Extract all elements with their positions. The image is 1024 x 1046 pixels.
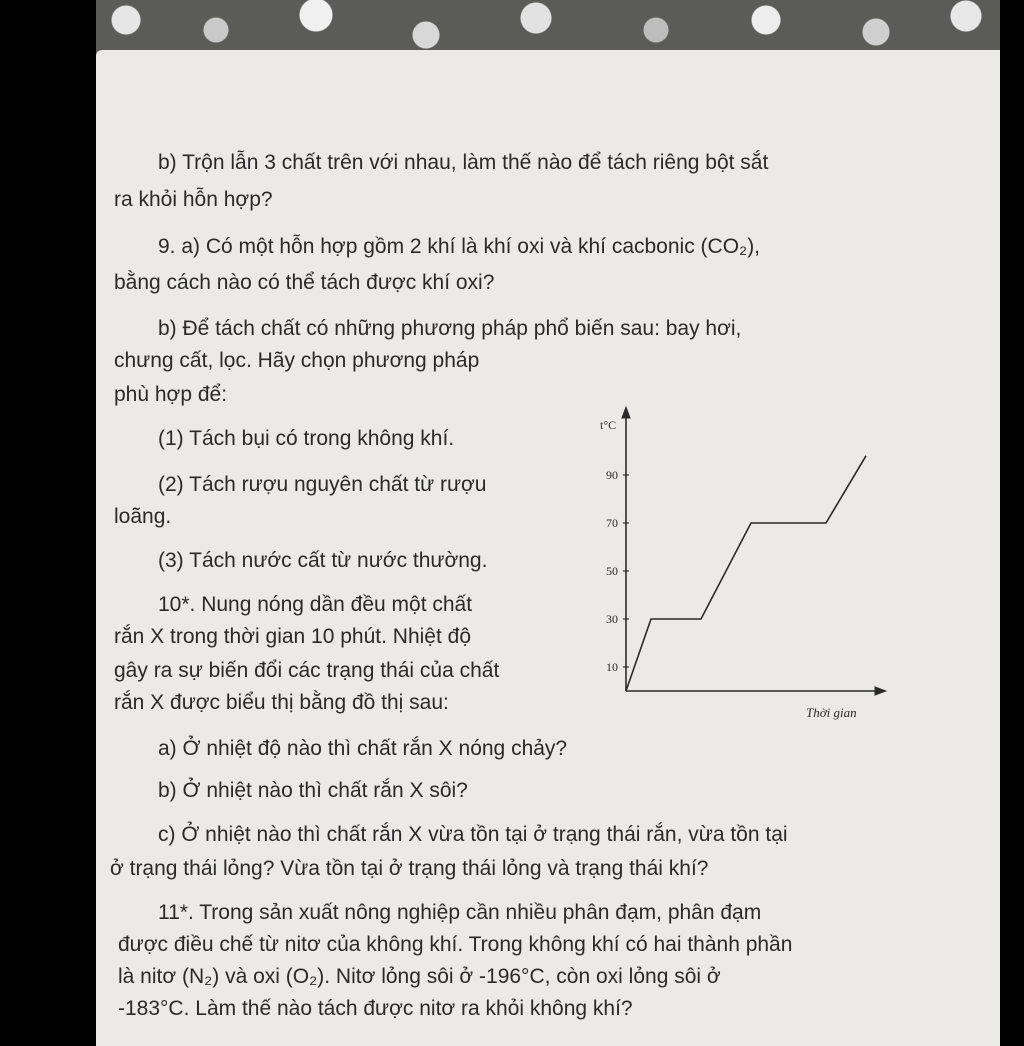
text-line: là nitơ (N₂) và oxi (O₂). Nitơ lỏng sôi ở -196°C, còn oxi lỏng sôi ở: [118, 965, 721, 988]
text-line: gây ra sự biến đổi các trạng thái của chất: [114, 659, 500, 682]
text-line: chưng cất, lọc. Hãy chọn phương pháp: [114, 349, 480, 372]
y-tick-label: 10: [606, 660, 618, 674]
y-tick-label: 70: [606, 516, 618, 530]
text-line: a) Ở nhiệt độ nào thì chất rắn X nóng chảy?: [158, 737, 568, 760]
text-line: được điều chế từ nitơ của không khí. Trong không khí có hai thành phần: [118, 933, 793, 956]
text-line: ra khỏi hỗn hợp?: [114, 188, 273, 211]
text-line: (2) Tách rượu nguyên chất từ rượu: [158, 473, 487, 496]
y-axis-label: t°C: [600, 418, 617, 432]
text-line: loãng.: [114, 505, 172, 528]
text-line: (3) Tách nước cất từ nước thường.: [158, 549, 488, 572]
series-line: [626, 456, 866, 691]
temperature-time-chart: [586, 403, 896, 723]
text-line: b) Để tách chất có những phương pháp phổ biến sau: bay hơi,: [158, 317, 742, 340]
y-tick-label: 50: [606, 564, 618, 578]
text-line: phù hợp để:: [114, 383, 228, 406]
text-line: c) Ở nhiệt nào thì chất rắn X vừa tồn tại ở trạng thái rắn, vừa tồn tại: [158, 823, 788, 846]
text-line: b) Trộn lẫn 3 chất trên với nhau, làm thế nào để tách riêng bột sắt: [158, 151, 769, 174]
text-line: ở trạng thái lỏng? Vừa tồn tại ở trạng thái lỏng và trạng thái khí?: [110, 857, 709, 880]
text-line: b) Ở nhiệt nào thì chất rắn X sôi?: [158, 779, 468, 802]
text-line: 11*. Trong sản xuất nông nghiệp cần nhiều phân đạm, phân đạm: [158, 901, 762, 924]
text-line: 10*. Nung nóng dần đều một chất: [158, 593, 473, 616]
x-axis-label: Thời gian: [806, 705, 857, 720]
text-line: bằng cách nào có thể tách được khí oxi?: [114, 271, 495, 294]
text-line: (1) Tách bụi có trong không khí.: [158, 427, 455, 450]
text-line: rắn X trong thời gian 10 phút. Nhiệt độ: [114, 625, 471, 648]
text-line: -183°C. Làm thế nào tách được nitơ ra khỏi không khí?: [118, 997, 633, 1020]
text-line: rắn X được biểu thị bằng đồ thị sau:: [114, 691, 449, 714]
y-tick-label: 90: [606, 468, 618, 482]
text-line: 9. a) Có một hỗn hợp gồm 2 khí là khí oxi và khí cacbonic (CO₂),: [158, 235, 761, 258]
y-tick-label: 30: [606, 612, 618, 626]
chart-svg: [586, 403, 896, 723]
